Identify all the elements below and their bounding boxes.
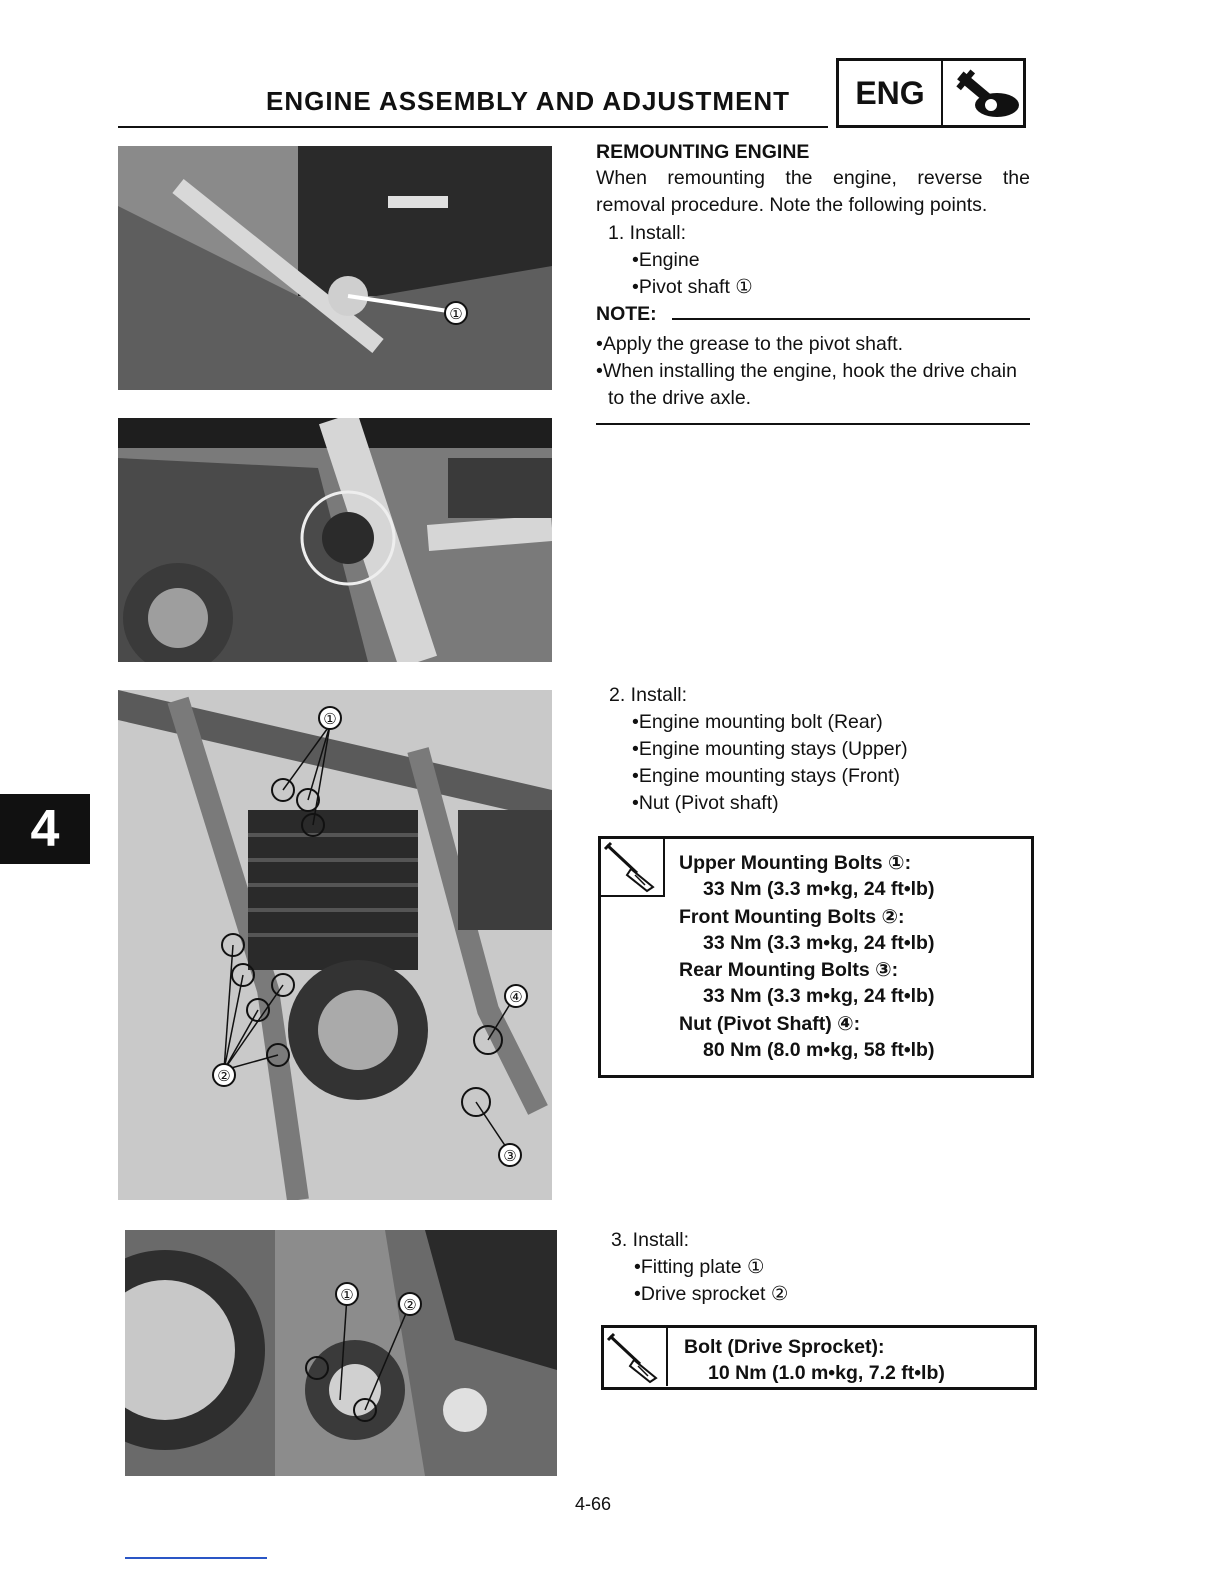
step-3-item: •Drive sprocket ② xyxy=(634,1283,789,1305)
photo3-callout-1: ① xyxy=(323,710,337,728)
photo-mounting-bolts xyxy=(118,690,552,1200)
photo3-callout-4: ④ xyxy=(509,988,523,1006)
torque-value: 33 Nm (3.3 m•kg, 24 ft•lb) xyxy=(703,985,935,1007)
torque-value: 80 Nm (8.0 m•kg, 58 ft•lb) xyxy=(703,1039,935,1061)
torque-label: Upper Mounting Bolts ①: xyxy=(679,852,912,874)
chapter-tab: 4 xyxy=(0,794,90,864)
step-2-item: •Nut (Pivot shaft) xyxy=(632,792,779,814)
note-end-rule xyxy=(596,423,1030,425)
torque-label: Nut (Pivot Shaft) ④: xyxy=(679,1013,861,1035)
torque-value: 10 Nm (1.0 m•kg, 7.2 ft•lb) xyxy=(708,1362,945,1384)
header-rule xyxy=(118,126,828,128)
note-item: •When installing the engine, hook the drive chain xyxy=(596,360,1017,382)
photo-pivot-shaft xyxy=(118,146,552,390)
engine-wrench-icon xyxy=(945,65,1023,123)
torque-spec-box xyxy=(598,836,1034,1078)
torque-wrench-icon xyxy=(604,1328,668,1386)
torque-spec-box xyxy=(601,1325,1037,1390)
section-badge-label: ENG xyxy=(839,61,943,125)
photo-drive-sprocket xyxy=(125,1230,557,1476)
note-label: NOTE: xyxy=(596,303,657,325)
step-2-item: •Engine mounting stays (Front) xyxy=(632,765,901,787)
torque-label: Rear Mounting Bolts ③: xyxy=(679,959,899,981)
photo1-callout-1: ① xyxy=(449,305,463,323)
note-rule xyxy=(672,318,1030,320)
step-2-item: •Engine mounting bolt (Rear) xyxy=(632,711,883,733)
photo4-callout-2: ② xyxy=(403,1296,417,1314)
step-3-item: •Fitting plate ① xyxy=(634,1256,765,1278)
photo-drive-chain xyxy=(118,418,552,662)
step-1-item: •Engine xyxy=(632,249,700,271)
step-1-label: 1. Install: xyxy=(608,222,687,244)
photo3-callout-3: ③ xyxy=(503,1147,517,1165)
footer-rule xyxy=(125,1557,267,1559)
step-3-label: 3. Install: xyxy=(611,1229,690,1251)
photo4-callout-1: ① xyxy=(340,1286,354,1304)
intro-line-1: When remounting the engine, reverse the xyxy=(596,167,1030,189)
page-title: ENGINE ASSEMBLY AND ADJUSTMENT xyxy=(266,86,791,116)
step-2-item: •Engine mounting stays (Upper) xyxy=(632,738,908,760)
note-item: •Apply the grease to the pivot shaft. xyxy=(596,333,904,355)
section-badge xyxy=(836,58,1026,128)
torque-value: 33 Nm (3.3 m•kg, 24 ft•lb) xyxy=(703,878,935,900)
torque-wrench-icon xyxy=(601,839,665,897)
page-number: 4-66 xyxy=(575,1494,612,1514)
step-1-item: •Pivot shaft ① xyxy=(632,276,753,298)
section-heading: REMOUNTING ENGINE xyxy=(596,141,810,163)
torque-label: Bolt (Drive Sprocket): xyxy=(684,1336,885,1358)
intro-line-2: removal procedure. Note the following points. xyxy=(596,194,988,216)
note-item-continued: to the drive axle. xyxy=(608,387,752,409)
step-2-label: 2. Install: xyxy=(609,684,688,706)
photo3-callout-2: ② xyxy=(217,1067,231,1085)
torque-label: Front Mounting Bolts ②: xyxy=(679,906,905,928)
torque-value: 33 Nm (3.3 m•kg, 24 ft•lb) xyxy=(703,932,935,954)
